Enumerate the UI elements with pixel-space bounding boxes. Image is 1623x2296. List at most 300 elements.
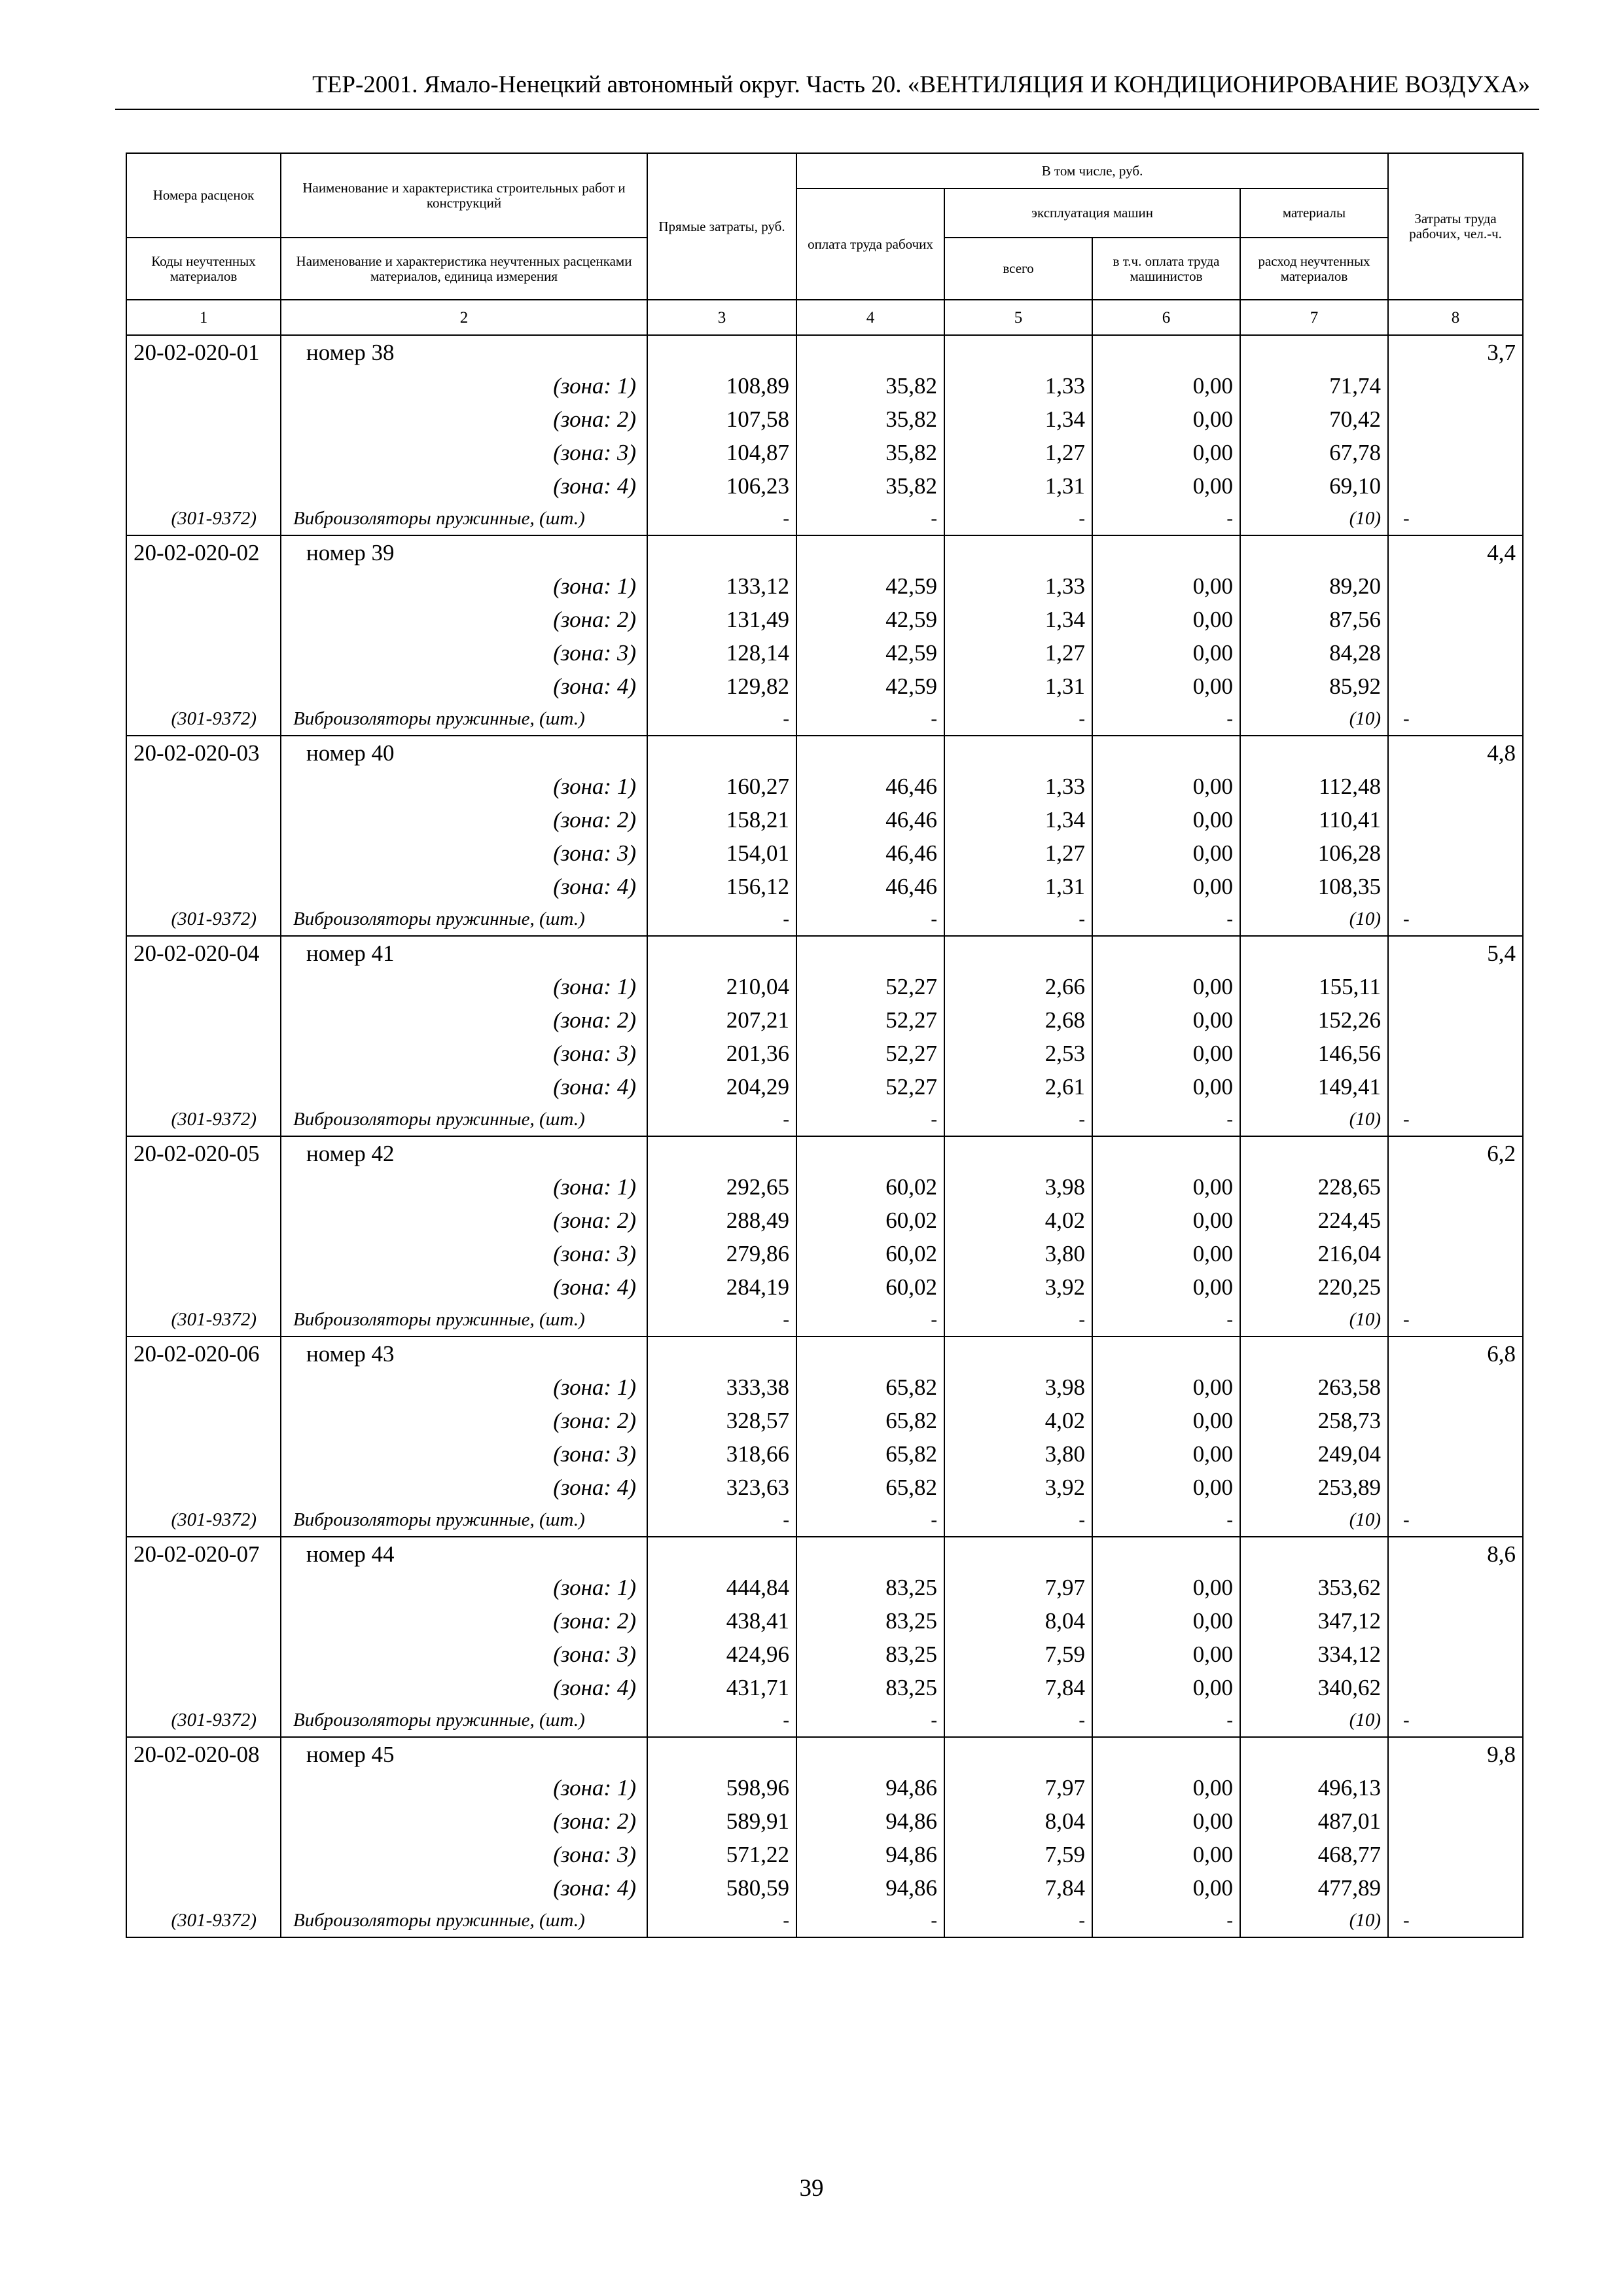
material-labor: - xyxy=(1388,1504,1523,1537)
direct-costs: 292,65 xyxy=(647,1170,796,1204)
materials-cost: 216,04 xyxy=(1240,1237,1388,1270)
labor-pay: 94,86 xyxy=(796,1838,944,1871)
empty-cell xyxy=(796,1537,944,1571)
material-labor: - xyxy=(1388,1304,1523,1336)
material-direct: - xyxy=(647,903,796,936)
materials-cost: 67,78 xyxy=(1240,436,1388,469)
empty-cell xyxy=(1388,1204,1523,1237)
zone-label: (зона: 2) xyxy=(281,1003,647,1037)
labor-costs: 5,4 xyxy=(1388,936,1523,970)
empty-cell xyxy=(647,1737,796,1771)
material-consumption: (10) xyxy=(1240,1704,1388,1737)
materials-cost: 487,01 xyxy=(1240,1804,1388,1838)
materials-cost: 468,77 xyxy=(1240,1838,1388,1871)
empty-cell xyxy=(126,603,281,636)
empty-cell xyxy=(1388,1771,1523,1804)
empty-cell xyxy=(126,1204,281,1237)
material-labor: - xyxy=(1388,703,1523,736)
labor-pay: 42,59 xyxy=(796,636,944,670)
empty-cell xyxy=(1388,1270,1523,1304)
material-name: Виброизоляторы пружинные, (шт.) xyxy=(281,903,647,936)
header-labor-pay: оплата труда рабочих xyxy=(796,188,944,300)
machine-ops-total: 3,80 xyxy=(944,1237,1092,1270)
zone-label: (зона: 3) xyxy=(281,1838,647,1871)
material-direct: - xyxy=(647,703,796,736)
machinist-pay: 0,00 xyxy=(1092,1270,1240,1304)
labor-pay: 60,02 xyxy=(796,1204,944,1237)
empty-cell xyxy=(647,1537,796,1571)
labor-pay: 52,27 xyxy=(796,1003,944,1037)
unaccounted-material-row xyxy=(126,703,1523,736)
machine-ops-total: 2,68 xyxy=(944,1003,1092,1037)
empty-cell xyxy=(1092,1136,1240,1170)
rate-code: 20-02-020-07 xyxy=(126,1537,281,1571)
machine-ops-total: 2,66 xyxy=(944,970,1092,1003)
machinist-pay: 0,00 xyxy=(1092,1204,1240,1237)
machine-ops-total: 1,33 xyxy=(944,369,1092,403)
zone-label: (зона: 4) xyxy=(281,469,647,503)
labor-pay: 42,59 xyxy=(796,603,944,636)
machine-ops-total: 2,61 xyxy=(944,1070,1092,1103)
materials-cost: 249,04 xyxy=(1240,1437,1388,1471)
zone-label: (зона: 3) xyxy=(281,1037,647,1070)
zone-label: (зона: 1) xyxy=(281,1571,647,1604)
empty-cell xyxy=(1388,803,1523,836)
zone-row xyxy=(126,1771,1523,1804)
header-unaccounted-codes: Коды неучтенных материалов xyxy=(126,238,281,300)
zone-row xyxy=(126,1871,1523,1905)
machinist-pay: 0,00 xyxy=(1092,1437,1240,1471)
header-machine-ops: эксплуатация машин xyxy=(944,188,1240,238)
empty-cell xyxy=(796,535,944,569)
zone-label: (зона: 1) xyxy=(281,569,647,603)
rate-code: 20-02-020-06 xyxy=(126,1336,281,1371)
material-labor: - xyxy=(1388,1905,1523,1937)
empty-cell xyxy=(1240,535,1388,569)
empty-cell xyxy=(1388,670,1523,703)
machine-ops-total: 1,31 xyxy=(944,670,1092,703)
machinist-pay: 0,00 xyxy=(1092,1237,1240,1270)
empty-cell xyxy=(1388,970,1523,1003)
column-number: 3 xyxy=(647,300,796,335)
empty-cell xyxy=(126,1871,281,1905)
empty-cell xyxy=(1388,1037,1523,1070)
machine-ops-total: 1,34 xyxy=(944,803,1092,836)
machinist-pay: 0,00 xyxy=(1092,870,1240,903)
material-name: Виброизоляторы пружинные, (шт.) xyxy=(281,1905,647,1937)
material-consumption: (10) xyxy=(1240,1504,1388,1537)
empty-cell xyxy=(1388,1371,1523,1404)
machinist-pay: 0,00 xyxy=(1092,636,1240,670)
direct-costs: 204,29 xyxy=(647,1070,796,1103)
material-machines: - xyxy=(944,1304,1092,1336)
empty-cell xyxy=(1388,1170,1523,1204)
empty-cell xyxy=(944,1136,1092,1170)
direct-costs: 158,21 xyxy=(647,803,796,836)
material-pay: - xyxy=(796,903,944,936)
labor-costs: 3,7 xyxy=(1388,335,1523,369)
material-consumption: (10) xyxy=(1240,503,1388,535)
unaccounted-material-row xyxy=(126,1103,1523,1136)
header-unaccounted-name: Наименование и характеристика неучтенных расценками материалов, единица измерения xyxy=(281,238,647,300)
empty-cell xyxy=(126,1771,281,1804)
empty-cell xyxy=(126,1404,281,1437)
unaccounted-material-row xyxy=(126,903,1523,936)
unaccounted-material-row xyxy=(126,1304,1523,1336)
zone-row xyxy=(126,603,1523,636)
material-consumption: (10) xyxy=(1240,1905,1388,1937)
empty-cell xyxy=(1388,469,1523,503)
zone-label: (зона: 2) xyxy=(281,1804,647,1838)
empty-cell xyxy=(1240,736,1388,770)
empty-cell xyxy=(1388,369,1523,403)
direct-costs: 288,49 xyxy=(647,1204,796,1237)
machinist-pay: 0,00 xyxy=(1092,436,1240,469)
material-pay: - xyxy=(796,1103,944,1136)
material-name: Виброизоляторы пружинные, (шт.) xyxy=(281,1504,647,1537)
rate-header-row xyxy=(126,1136,1523,1170)
material-direct: - xyxy=(647,503,796,535)
material-name: Виброизоляторы пружинные, (шт.) xyxy=(281,1304,647,1336)
labor-costs: 4,4 xyxy=(1388,535,1523,569)
unaccounted-material-row xyxy=(126,1704,1523,1737)
machine-ops-total: 7,59 xyxy=(944,1838,1092,1871)
zone-label: (зона: 1) xyxy=(281,1771,647,1804)
header-rate-numbers: Номера расценок xyxy=(126,153,281,238)
empty-cell xyxy=(126,836,281,870)
labor-pay: 52,27 xyxy=(796,1070,944,1103)
machine-ops-total: 1,33 xyxy=(944,770,1092,803)
material-code: (301-9372) xyxy=(126,503,281,535)
machinist-pay: 0,00 xyxy=(1092,1804,1240,1838)
zone-row xyxy=(126,770,1523,803)
empty-cell xyxy=(126,369,281,403)
column-number: 4 xyxy=(796,300,944,335)
zone-label: (зона: 4) xyxy=(281,1471,647,1504)
empty-cell xyxy=(647,535,796,569)
direct-costs: 156,12 xyxy=(647,870,796,903)
material-code: (301-9372) xyxy=(126,1504,281,1537)
materials-cost: 253,89 xyxy=(1240,1471,1388,1504)
rate-header-row xyxy=(126,936,1523,970)
materials-cost: 146,56 xyxy=(1240,1037,1388,1070)
empty-cell xyxy=(1388,436,1523,469)
column-numbers-row xyxy=(126,300,1523,335)
material-pay: - xyxy=(796,1504,944,1537)
empty-cell xyxy=(1388,569,1523,603)
direct-costs: 160,27 xyxy=(647,770,796,803)
material-code: (301-9372) xyxy=(126,1704,281,1737)
labor-pay: 42,59 xyxy=(796,670,944,703)
page-header xyxy=(115,71,1539,110)
machine-ops-total: 1,27 xyxy=(944,436,1092,469)
machine-ops-total: 8,04 xyxy=(944,1804,1092,1838)
zone-label: (зона: 3) xyxy=(281,1638,647,1671)
empty-cell xyxy=(1388,1604,1523,1638)
zone-label: (зона: 4) xyxy=(281,1871,647,1905)
direct-costs: 106,23 xyxy=(647,469,796,503)
rate-header-row xyxy=(126,1537,1523,1571)
machine-ops-total: 1,34 xyxy=(944,403,1092,436)
material-code: (301-9372) xyxy=(126,903,281,936)
labor-costs: 6,8 xyxy=(1388,1336,1523,1371)
material-machines: - xyxy=(944,503,1092,535)
zone-row xyxy=(126,1003,1523,1037)
machine-ops-total: 7,84 xyxy=(944,1671,1092,1704)
empty-cell xyxy=(126,1838,281,1871)
machinist-pay: 0,00 xyxy=(1092,1371,1240,1404)
materials-cost: 69,10 xyxy=(1240,469,1388,503)
labor-pay: 83,25 xyxy=(796,1671,944,1704)
empty-cell xyxy=(126,1638,281,1671)
empty-cell xyxy=(126,1604,281,1638)
labor-pay: 46,46 xyxy=(796,803,944,836)
header-including-rub: В том числе, руб. xyxy=(796,153,1388,188)
zone-row xyxy=(126,1838,1523,1871)
materials-cost: 110,41 xyxy=(1240,803,1388,836)
zone-row xyxy=(126,1404,1523,1437)
labor-pay: 42,59 xyxy=(796,569,944,603)
machine-ops-total: 1,31 xyxy=(944,469,1092,503)
empty-cell xyxy=(796,335,944,369)
direct-costs: 333,38 xyxy=(647,1371,796,1404)
zone-row xyxy=(126,1571,1523,1604)
zone-row xyxy=(126,1170,1523,1204)
empty-cell xyxy=(647,1336,796,1371)
header-labor-costs: Затраты труда рабочих, чел.-ч. xyxy=(1388,153,1523,300)
direct-costs: 207,21 xyxy=(647,1003,796,1037)
zone-row xyxy=(126,1604,1523,1638)
labor-pay: 65,82 xyxy=(796,1471,944,1504)
empty-cell xyxy=(1388,870,1523,903)
zone-row xyxy=(126,970,1523,1003)
zone-row xyxy=(126,403,1523,436)
labor-pay: 83,25 xyxy=(796,1638,944,1671)
page-number: 39 xyxy=(799,2175,824,2202)
labor-pay: 94,86 xyxy=(796,1871,944,1905)
table-header xyxy=(126,153,1523,335)
direct-costs: 104,87 xyxy=(647,436,796,469)
empty-cell xyxy=(647,1136,796,1170)
machinist-pay: 0,00 xyxy=(1092,1404,1240,1437)
machinist-pay: 0,00 xyxy=(1092,1003,1240,1037)
rates-table xyxy=(126,152,1524,1938)
empty-cell xyxy=(647,936,796,970)
zone-row xyxy=(126,1437,1523,1471)
material-pay: - xyxy=(796,703,944,736)
zone-label: (зона: 3) xyxy=(281,836,647,870)
material-labor: - xyxy=(1388,1704,1523,1737)
document-title: ТЕР-2001. Ямало-Ненецкий автономный округ. Часть 20. «ВЕНТИЛЯЦИЯ И КОНДИЦИОНИРОВАНИЕ ВОЗДУХА» xyxy=(312,71,1530,98)
empty-cell xyxy=(126,1437,281,1471)
header-unaccounted-consumption: расход неучтенных материалов xyxy=(1240,238,1388,300)
zone-row xyxy=(126,1070,1523,1103)
empty-cell xyxy=(647,335,796,369)
empty-cell xyxy=(1240,1537,1388,1571)
zone-label: (зона: 3) xyxy=(281,636,647,670)
machine-ops-total: 3,92 xyxy=(944,1471,1092,1504)
material-machinists: - xyxy=(1092,703,1240,736)
direct-costs: 154,01 xyxy=(647,836,796,870)
header-total: всего xyxy=(944,238,1092,300)
labor-pay: 60,02 xyxy=(796,1270,944,1304)
labor-pay: 52,27 xyxy=(796,970,944,1003)
machinist-pay: 0,00 xyxy=(1092,1638,1240,1671)
material-code: (301-9372) xyxy=(126,1103,281,1136)
direct-costs: 210,04 xyxy=(647,970,796,1003)
machine-ops-total: 1,34 xyxy=(944,603,1092,636)
machinist-pay: 0,00 xyxy=(1092,670,1240,703)
empty-cell xyxy=(1388,1437,1523,1471)
empty-cell xyxy=(796,1136,944,1170)
materials-cost: 477,89 xyxy=(1240,1871,1388,1905)
machinist-pay: 0,00 xyxy=(1092,836,1240,870)
empty-cell xyxy=(944,335,1092,369)
direct-costs: 424,96 xyxy=(647,1638,796,1671)
header-work-name: Наименование и характеристика строительных работ и конструкций xyxy=(281,153,647,238)
machine-ops-total: 3,80 xyxy=(944,1437,1092,1471)
material-name: Виброизоляторы пружинные, (шт.) xyxy=(281,1704,647,1737)
materials-cost: 85,92 xyxy=(1240,670,1388,703)
empty-cell xyxy=(1240,936,1388,970)
machine-ops-total: 4,02 xyxy=(944,1404,1092,1437)
zone-label: (зона: 3) xyxy=(281,1437,647,1471)
direct-costs: 131,49 xyxy=(647,603,796,636)
machine-ops-total: 4,02 xyxy=(944,1204,1092,1237)
machinist-pay: 0,00 xyxy=(1092,603,1240,636)
materials-cost: 89,20 xyxy=(1240,569,1388,603)
empty-cell xyxy=(796,1336,944,1371)
direct-costs: 444,84 xyxy=(647,1571,796,1604)
empty-cell xyxy=(647,736,796,770)
machinist-pay: 0,00 xyxy=(1092,569,1240,603)
material-machines: - xyxy=(944,703,1092,736)
machinist-pay: 0,00 xyxy=(1092,1838,1240,1871)
empty-cell xyxy=(126,403,281,436)
materials-cost: 220,25 xyxy=(1240,1270,1388,1304)
materials-cost: 224,45 xyxy=(1240,1204,1388,1237)
rate-header-row xyxy=(126,335,1523,369)
machine-ops-total: 7,97 xyxy=(944,1771,1092,1804)
zone-row xyxy=(126,1037,1523,1070)
empty-cell xyxy=(944,736,1092,770)
zone-row xyxy=(126,1804,1523,1838)
column-number: 5 xyxy=(944,300,1092,335)
machine-ops-total: 7,59 xyxy=(944,1638,1092,1671)
column-number: 7 xyxy=(1240,300,1388,335)
header-direct-costs: Прямые затраты, руб. xyxy=(647,153,796,300)
empty-cell xyxy=(1092,1737,1240,1771)
labor-costs: 8,6 xyxy=(1388,1537,1523,1571)
material-name: Виброизоляторы пружинные, (шт.) xyxy=(281,503,647,535)
empty-cell xyxy=(1240,1737,1388,1771)
labor-pay: 35,82 xyxy=(796,436,944,469)
material-direct: - xyxy=(647,1304,796,1336)
empty-cell xyxy=(1388,1070,1523,1103)
column-number: 6 xyxy=(1092,300,1240,335)
zone-row xyxy=(126,1204,1523,1237)
material-machinists: - xyxy=(1092,1304,1240,1336)
materials-cost: 84,28 xyxy=(1240,636,1388,670)
machine-ops-total: 8,04 xyxy=(944,1604,1092,1638)
direct-costs: 431,71 xyxy=(647,1671,796,1704)
empty-cell xyxy=(1092,1336,1240,1371)
machinist-pay: 0,00 xyxy=(1092,970,1240,1003)
machinist-pay: 0,00 xyxy=(1092,1471,1240,1504)
unaccounted-material-row xyxy=(126,503,1523,535)
material-machinists: - xyxy=(1092,1704,1240,1737)
zone-label: (зона: 1) xyxy=(281,369,647,403)
machinist-pay: 0,00 xyxy=(1092,1771,1240,1804)
empty-cell xyxy=(1388,1804,1523,1838)
zone-row xyxy=(126,1671,1523,1704)
labor-pay: 46,46 xyxy=(796,770,944,803)
machinist-pay: 0,00 xyxy=(1092,1671,1240,1704)
empty-cell xyxy=(1092,335,1240,369)
material-labor: - xyxy=(1388,503,1523,535)
labor-pay: 60,02 xyxy=(796,1237,944,1270)
zone-row xyxy=(126,1371,1523,1404)
zone-label: (зона: 3) xyxy=(281,1237,647,1270)
rate-code: 20-02-020-01 xyxy=(126,335,281,369)
material-machinists: - xyxy=(1092,1905,1240,1937)
empty-cell xyxy=(1092,535,1240,569)
zone-row xyxy=(126,469,1523,503)
rate-name: номер 45 xyxy=(281,1737,647,1771)
machinist-pay: 0,00 xyxy=(1092,1604,1240,1638)
materials-cost: 112,48 xyxy=(1240,770,1388,803)
zone-row xyxy=(126,436,1523,469)
materials-cost: 70,42 xyxy=(1240,403,1388,436)
empty-cell xyxy=(944,936,1092,970)
material-machinists: - xyxy=(1092,903,1240,936)
direct-costs: 571,22 xyxy=(647,1838,796,1871)
empty-cell xyxy=(126,970,281,1003)
zone-label: (зона: 1) xyxy=(281,1170,647,1204)
empty-cell xyxy=(1388,636,1523,670)
materials-cost: 155,11 xyxy=(1240,970,1388,1003)
direct-costs: 318,66 xyxy=(647,1437,796,1471)
zone-row xyxy=(126,870,1523,903)
zone-label: (зона: 2) xyxy=(281,803,647,836)
material-consumption: (10) xyxy=(1240,1103,1388,1136)
machinist-pay: 0,00 xyxy=(1092,403,1240,436)
empty-cell xyxy=(126,1070,281,1103)
machine-ops-total: 7,97 xyxy=(944,1571,1092,1604)
empty-cell xyxy=(126,569,281,603)
labor-costs: 6,2 xyxy=(1388,1136,1523,1170)
zone-label: (зона: 4) xyxy=(281,870,647,903)
material-pay: - xyxy=(796,1905,944,1937)
material-machines: - xyxy=(944,1103,1092,1136)
machinist-pay: 0,00 xyxy=(1092,1871,1240,1905)
unaccounted-material-row xyxy=(126,1905,1523,1937)
rate-header-row xyxy=(126,1336,1523,1371)
empty-cell xyxy=(1388,836,1523,870)
zone-label: (зона: 2) xyxy=(281,603,647,636)
material-pay: - xyxy=(796,1304,944,1336)
materials-cost: 228,65 xyxy=(1240,1170,1388,1204)
machinist-pay: 0,00 xyxy=(1092,1070,1240,1103)
empty-cell xyxy=(126,1371,281,1404)
header-materials: материалы xyxy=(1240,188,1388,238)
materials-cost: 258,73 xyxy=(1240,1404,1388,1437)
zone-label: (зона: 2) xyxy=(281,1604,647,1638)
zone-label: (зона: 4) xyxy=(281,1270,647,1304)
materials-cost: 87,56 xyxy=(1240,603,1388,636)
rates-table-container xyxy=(126,152,1522,1938)
empty-cell xyxy=(126,636,281,670)
